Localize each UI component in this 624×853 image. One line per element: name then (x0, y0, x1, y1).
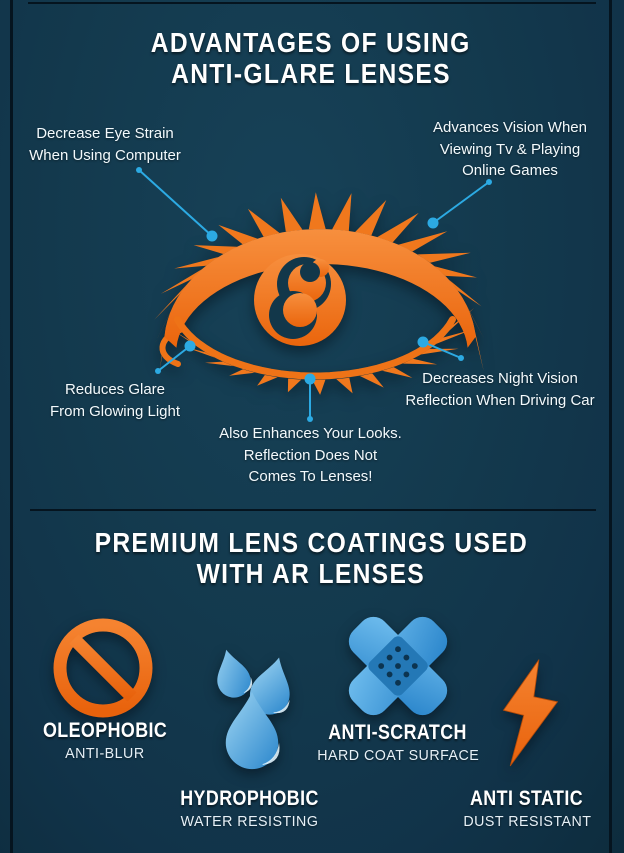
coatings-title (13, 527, 609, 589)
callout-line: Reflection Does Not (243, 446, 378, 464)
callout-line: Comes To Lenses! (248, 468, 373, 485)
callout-line: Decrease Eye Strain (36, 125, 174, 142)
callout-line: Online Games (462, 162, 558, 179)
callout-top-right (418, 117, 602, 182)
callout-line: Decreases Night Vision (422, 370, 578, 387)
coating-title-oleophobic: OLEOPHOBIC (42, 719, 168, 742)
coating-title-anti-static: ANTI STATIC (470, 787, 584, 810)
callout-line: Reduces Glare (64, 381, 166, 398)
coatings-title-line1: PREMIUM LENS COATINGS USED (94, 527, 528, 558)
advantages-title-line2: ANTI-GLARE LENSES (171, 58, 451, 89)
callout-bottom-right (390, 368, 610, 411)
coating-desc-anti-scratch: HARD COAT SURFACE (317, 747, 479, 764)
callout-line: Advances Vision When (433, 119, 587, 136)
advantages-title-line1: ADVANTAGES OF USING (151, 27, 471, 58)
callout-line: Also Enhances Your Looks. (219, 425, 402, 442)
crossed-bandages-icon (334, 602, 462, 730)
frame-line-right (609, 0, 612, 853)
callout-line: When Using Computer (29, 146, 181, 164)
callout-line: From Glowing Light (49, 402, 181, 420)
frame-line-left (10, 0, 13, 853)
advantages-title (13, 27, 609, 89)
water-drop-small (210, 645, 255, 701)
pupil (300, 262, 320, 282)
coating-desc-oleophobic: ANTI-BLUR (65, 745, 145, 762)
coating-desc-hydrophobic: WATER RESISTING (181, 813, 319, 830)
callout-line: Reflection When Driving Car (405, 391, 595, 409)
water-drops-icon (193, 652, 308, 782)
iris-swirl (254, 254, 346, 346)
callout-bottom-left (30, 379, 200, 422)
frame-line-top (28, 2, 596, 4)
no-sign-icon (53, 618, 153, 718)
coating-desc-anti-static: DUST RESISTANT (462, 813, 592, 830)
lightning-bolt-icon (495, 652, 571, 782)
callout-bottom-center (192, 423, 429, 488)
callout-line: Viewing Tv & Playing (439, 140, 581, 158)
coatings-title-line2: WITH AR LENSES (196, 558, 426, 589)
section-divider (30, 509, 596, 511)
callout-top-left (24, 123, 186, 166)
coating-title-hydrophobic: HYDROPHOBIC (180, 787, 320, 810)
coating-title-anti-scratch: ANTI-SCRATCH (328, 721, 468, 744)
